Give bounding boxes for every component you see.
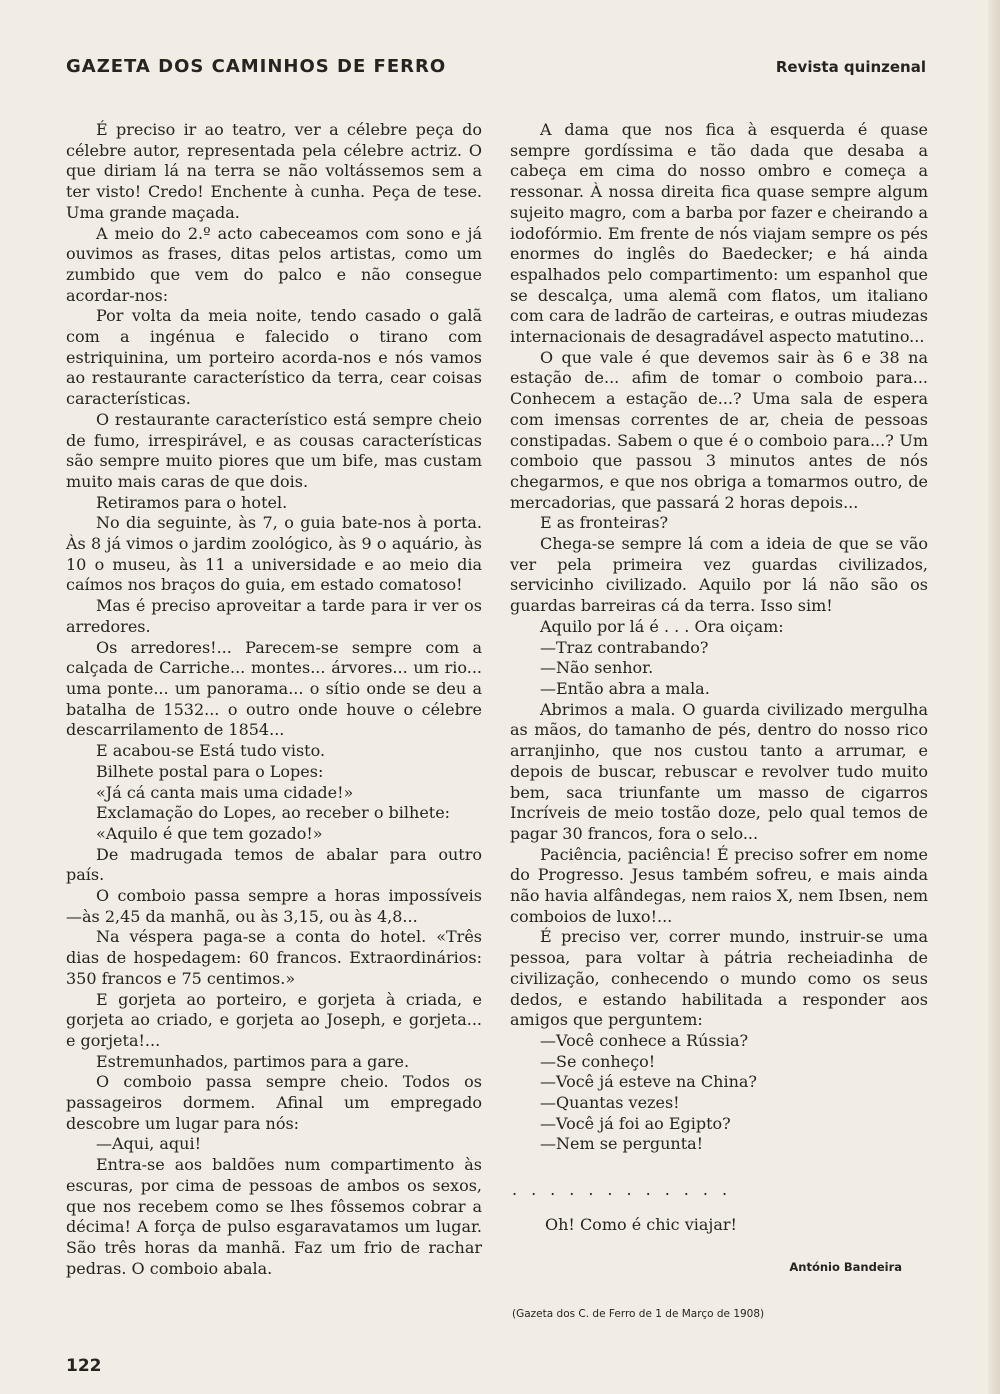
dialogue-line: —Você já esteve na China? bbox=[540, 1072, 758, 1092]
dialogue-line: —Traz contrabando? bbox=[540, 637, 709, 657]
paragraph: O comboio passa sempre cheio. Todos os passageiros dormem. Afinal um empregado descobre um lugar para nós: bbox=[66, 1072, 482, 1133]
paragraph: Retiramos para o hotel. bbox=[96, 492, 288, 512]
page-header bbox=[66, 56, 926, 82]
dialogue-line: —Se conheço! bbox=[540, 1051, 656, 1071]
dotted-separator: ............ bbox=[512, 1180, 742, 1199]
paragraph: Mas é preciso aproveitar a tarde para ir ver os arredores. bbox=[66, 596, 482, 636]
journal-subtitle: Revista quinzenal bbox=[775, 58, 926, 76]
closing-line: Oh! Como é chic viajar! bbox=[545, 1215, 737, 1234]
paragraph: «Aquilo é que tem gozado!» bbox=[96, 823, 323, 843]
source-citation: (Gazeta dos C. de Ferro de 1 de Março de 1908) bbox=[512, 1308, 765, 1320]
paragraph: Entra-se aos baldões num compartimento às escuras, por cima de pessoas de ambos os sexos, que nos recebem como se lhes fôssemos cobrar a décima! A força de pulso esgaravatamos um lugar. São três horas da manhã. Faz um frio de rachar pedras. O comboio abala. bbox=[66, 1155, 482, 1278]
paragraph: É preciso ir ao teatro, ver a célebre peça do célebre autor, representada pela célebre actriz. O que diriam lá na terra se não voltássemos sem a ter visto! Credo! Enchente à cunha. Peça de tese. Uma grande maçada. bbox=[66, 120, 482, 222]
paragraph: O que vale é que devemos sair às 6 e 38 na estação de... afim de tomar o comboio para... Conhecem a estação de...? Uma sala de espera com imensas correntes de ar, cheia de pessoas constipadas. Sabem o que é o comboio para...? Um comboio que passou 3 minutos antes de nós chegarmos, e que nos obriga a tomarmos outro, de mercadorias, que passará 2 horas depois... bbox=[510, 347, 928, 512]
paragraph: Na véspera paga-se a conta do hotel. «Três dias de hospedagem: 60 francos. Extraordinários: 350 francos e 75 centimos.» bbox=[66, 927, 482, 988]
paragraph: E gorjeta ao porteiro, e gorjeta à criada, e gorjeta ao criado, e gorjeta ao Joseph, e gorjeta... e gorjeta!... bbox=[66, 989, 482, 1050]
dialogue-line: —Você já foi ao Egipto? bbox=[540, 1113, 731, 1133]
paragraph: Chega-se sempre lá com a ideia de que se vão ver pela primeira vez guardas civilizados, servicinho civilizado. Aquilo por lá não são os guardas barreiras cá da terra. Isso sim! bbox=[510, 534, 928, 616]
paragraph: O restaurante característico está sempre cheio de fumo, irrespirável, e as cousas características são sempre muito piores que um bife, mas custam muito mais caras de que dois. bbox=[66, 409, 482, 491]
paragraph: É preciso ver, correr mundo, instruir-se uma pessoa, para voltar à pátria recheiadinha de civilização, conhecendo o mundo como os seus dedos, e estando habilitada a responder aos amigos que perguntem: bbox=[510, 927, 928, 1030]
paragraph: Os arredores!... Parecem-se sempre com a calçada de Carriche... montes... árvores... um rio... uma ponte... um panorama... o sítio onde se deu a batalha de 1532... o outro onde houve o célebre descarrilamento de 1854... bbox=[66, 637, 482, 740]
paragraph: —Aqui, aqui! bbox=[96, 1134, 202, 1154]
paragraph: Abrimos a mala. O guarda civilizado mergulha as mãos, do tamanho de pés, dentro do nosso rico arranjinho, que nos custou tanto a arrumar, e depois de buscar, rebuscar e revolver tudo muito bem, saca triunfante um masso de cigarros Incríveis de meio tostão doze, pelo qual temos de pagar 30 francos, fora o selo... bbox=[510, 699, 928, 843]
paragraph: Estremunhados, partimos para a gare. bbox=[96, 1051, 410, 1071]
paragraph: A dama que nos fica à esquerda é quase sempre gordíssima e tão dada que desaba a cabeça em cima do nosso ombro e começa a ressonar. À nossa direita fica quase sempre algum sujeito magro, com a barba por fazer e cheirando a iodofórmio. Em frente de nós viajam sempre os pés enormes do inglês do Baedecker; e há ainda espalhados pelo compartimento: um espanhol que se descalça, uma alemã com flatos, um italiano com cara de ladrão de carteiras, e outras miudezas internacionais de desagradável aspecto matutino... bbox=[510, 120, 928, 347]
right-column bbox=[510, 120, 928, 1155]
dialogue-line: —Não senhor. bbox=[540, 658, 654, 678]
journal-title: GAZETA DOS CAMINHOS DE FERRO bbox=[66, 56, 447, 77]
paragraph: O comboio passa sempre a horas impossíveis —às 2,45 da manhã, ou às 3,15, ou às 4,8... bbox=[66, 886, 482, 926]
paragraph: De madrugada temos de abalar para outro país. bbox=[66, 844, 482, 885]
paragraph: E acabou-se Está tudo visto. bbox=[96, 741, 326, 761]
page-number: 122 bbox=[66, 1356, 102, 1376]
paragraph: Aquilo por lá é . . . Ora oiçam: bbox=[540, 616, 784, 636]
paragraph: Por volta da meia noite, tendo casado o galã com a ingénua e falecido o tirano com estriquinina, um porteiro acorda-nos e nós vamos ao restaurante característico da terra, cear coisas características. bbox=[66, 306, 482, 409]
dialogue-line: —Nem se pergunta! bbox=[540, 1134, 704, 1154]
paragraph: Bilhete postal para o Lopes: bbox=[96, 761, 324, 781]
author-signature: António Bandeira bbox=[789, 1260, 902, 1274]
paragraph: Exclamação do Lopes, ao receber o bilhete: bbox=[96, 803, 451, 823]
dialogue-line: —Você conhece a Rússia? bbox=[540, 1030, 749, 1050]
paragraph: Paciência, paciência! É preciso sofrer em nome do Progresso. Jesus também sofreu, e mais ainda não havia alfândegas, nem raios X, nem Ibsen, nem comboios de luxo!... bbox=[510, 844, 929, 926]
left-column bbox=[66, 120, 482, 1279]
page-edge bbox=[988, 0, 1000, 1394]
paragraph: No dia seguinte, às 7, o guia bate-nos à porta. Às 8 já vimos o jardim zoológico, às 9 o aquário, às 10 o museu, às 11 a universidade e ao meio dia caímos nos braços do guia, em estado comatoso! bbox=[66, 513, 482, 595]
paragraph: A meio do 2.º acto cabeceamos com sono e já ouvimos as frases, ditas pelos artistas, como um zumbido que vem do palco e não consegue acordar-nos: bbox=[66, 223, 482, 305]
paragraph: «Já cá canta mais uma cidade!» bbox=[96, 782, 354, 802]
dialogue-line: —Quantas vezes! bbox=[540, 1093, 680, 1113]
dialogue-line: —Então abra a mala. bbox=[540, 678, 710, 698]
paragraph: E as fronteiras? bbox=[540, 513, 669, 533]
